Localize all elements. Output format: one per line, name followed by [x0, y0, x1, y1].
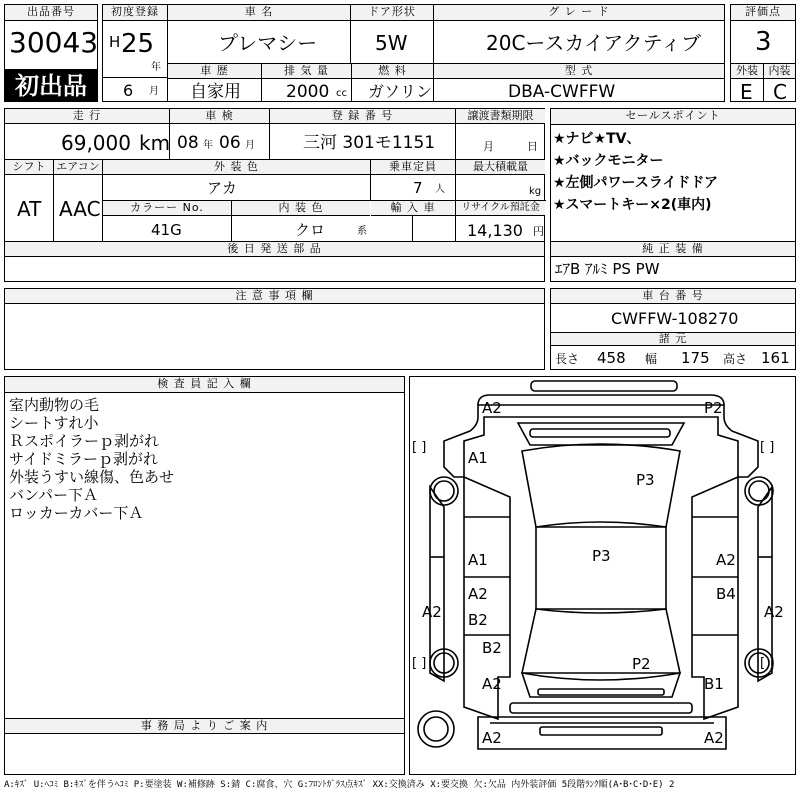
equipment-label: 純 正 装 備 [551, 242, 795, 257]
hood-grille [530, 429, 670, 437]
month-unit: 月 [149, 86, 159, 97]
listing-number-cell [4, 4, 98, 70]
interior-grade: C [773, 80, 787, 104]
first-listing-badge [4, 70, 98, 102]
chassis-number: CWFFW-108270 [611, 309, 739, 328]
sales-point-label: セールスポイント [551, 109, 795, 125]
inspection-month-unit: 月 [245, 140, 255, 151]
car-name: プレマシー [218, 31, 318, 55]
mileage-label: 走 行 [5, 109, 169, 124]
divider [53, 159, 54, 241]
damage-a2-rear-left: A2 [482, 729, 502, 747]
interior-label: 内装 [764, 64, 795, 79]
capacity-label: 乗車定員 [371, 160, 455, 175]
color-number-label: カラーー No. [103, 201, 231, 216]
damage-bracket: [ ] [760, 656, 775, 671]
inspector-note: 外装うすい線傷、色あせ [9, 468, 175, 486]
registration-number: 三河 301モ1151 [303, 133, 436, 153]
damage-a2-rear-right: A2 [704, 729, 724, 747]
exterior-interior-cell [730, 63, 796, 102]
notes-label: 注 意 事 項 欄 [5, 289, 544, 304]
mileage-unit: km [139, 131, 171, 155]
displacement-label: 排 気 量 [262, 64, 351, 79]
damage-b1-right-rear: B1 [704, 675, 724, 693]
exterior-label: 外装 [731, 64, 763, 79]
reg-month: 6 [123, 81, 134, 100]
equipment-cell [550, 241, 796, 282]
chassis-cell [550, 288, 796, 370]
damage-a2-left-rear-door: A2 [468, 585, 488, 603]
divider [455, 109, 456, 159]
rear-glass [522, 609, 680, 680]
roof-panel [536, 527, 666, 609]
damage-p2-front-right: P2 [704, 399, 723, 417]
later-parts-cell [4, 241, 545, 282]
transfer-day-unit: 日 [527, 140, 538, 153]
fuel: ガソリン [368, 82, 433, 101]
rear-license-area [540, 727, 662, 735]
sales-point-line: ★バックモニター [553, 153, 664, 169]
color-number: 41G [151, 221, 182, 239]
first-registration-cell [102, 4, 168, 102]
exterior-color: アカ [207, 179, 237, 197]
damage-p3-windshield: P3 [636, 471, 655, 489]
import-label: 輸 入 車 [371, 201, 455, 216]
inspector-note: バンパー下Ａ [9, 486, 98, 504]
specs-row [167, 63, 725, 102]
recycle-unit: 円 [533, 225, 544, 238]
damage-a2-front-left: A2 [482, 399, 502, 417]
inspector-note: Ｒスポイラーｐ剥がれ [9, 432, 160, 450]
damage-bracket: [ ] [412, 440, 427, 455]
max-load-unit: kg [529, 186, 542, 197]
damage-bracket: [ ] [760, 440, 775, 455]
damage-bracket: [ ] [412, 656, 427, 671]
damage-a2-right-door: A2 [716, 551, 736, 569]
interior-color-unit: 系 [357, 226, 367, 237]
later-parts-label: 後 日 発 送 部 品 [5, 242, 544, 257]
recycle-label: リサイクル預託金 [456, 201, 545, 216]
interior-color: クロ [295, 221, 326, 239]
ac-label: エアコン [54, 160, 102, 175]
recycle-fee: 14,130 [467, 221, 523, 240]
divider [231, 201, 232, 241]
year-unit: 年 [151, 62, 161, 73]
rear-bumper [510, 703, 692, 713]
score: 3 [755, 27, 772, 57]
chassis-label: 車 台 番 号 [551, 289, 795, 304]
exterior-grade: E [740, 80, 753, 104]
notes-cell [4, 288, 545, 370]
divider [269, 109, 270, 159]
sales-point-line: ★スマートキー×2(車内) [553, 197, 712, 213]
legend-footer: A:ｷｽﾞ U:ﾍｺﾐ B:ｷｽﾞを伴うﾍｺﾐ P:要塗装 W:補修跡 S:錆 C:腐食、穴 G:ﾌﾛﾝﾄｶﾞﾗｽ点ｷｽﾞ XX:交換済み X:要交換 欠:欠品 内外装評価 5段階ﾗﾝｸ順(A･B･C･D･E) 2 [4, 780, 675, 790]
max-load-label: 最大積載量 [456, 160, 545, 175]
front-roof-edge [478, 395, 724, 405]
inspection-month: 06 [219, 133, 241, 153]
damage-diagram [409, 376, 796, 775]
divider [412, 216, 413, 241]
inspector-note: シートすれ小 [9, 414, 99, 432]
shift-label: シフト [5, 160, 53, 175]
damage-b4-right-rear-door: B4 [716, 585, 736, 603]
dimensions-label: 諸 元 [551, 332, 795, 346]
model: DBA-CWFFW [508, 82, 616, 102]
inspector-note: ロッカーカバー下Ａ [9, 504, 144, 522]
grade-cell [433, 4, 725, 64]
era-letter: H [109, 33, 121, 51]
history-label: 車 歴 [168, 64, 261, 79]
inspector-note: サイドミラーｐ剥がれ [9, 450, 158, 468]
rear-spoiler [538, 689, 664, 695]
door-cell [350, 4, 434, 64]
grade-label: グ レ ー ド [434, 5, 724, 21]
reg-year: 25 [121, 29, 155, 59]
damage-a1-left-door: A1 [468, 551, 488, 569]
transfer-label: 譲渡書類期限 [456, 109, 545, 124]
divider [763, 64, 764, 101]
interior-color-label: 内 装 色 [232, 201, 370, 216]
score-label: 評価点 [731, 5, 795, 21]
damage-b2-left-mid: B2 [468, 611, 488, 629]
score-cell [730, 4, 796, 64]
width-value: 175 [681, 349, 710, 367]
displacement: 2000 [286, 82, 330, 102]
car-name-cell [167, 4, 351, 64]
fuel-label: 燃 料 [352, 64, 433, 79]
displacement-unit: cc [336, 88, 347, 99]
grade: 20Cースカイアクティブ [486, 31, 702, 55]
damage-b2-left-quarter: B2 [482, 639, 502, 657]
damage-a2-right-side: A2 [764, 603, 784, 621]
divider [370, 159, 371, 201]
shift: AT [17, 197, 42, 221]
length-label: 長さ [555, 352, 580, 366]
sales-point-line: ★左側パワースライドドア [553, 175, 719, 191]
inspection-year: 08 [177, 133, 199, 153]
sales-point-list [553, 128, 718, 216]
width-label: 幅 [645, 352, 658, 366]
inspection-label: 車 検 [170, 109, 269, 124]
mileage: 69,000 [61, 131, 131, 155]
capacity-unit: 人 [435, 184, 445, 195]
registration-label: 登 録 番 号 [270, 109, 455, 124]
damage-a1-hood: A1 [468, 449, 488, 467]
car-name-label: 車 名 [168, 5, 350, 21]
history: 自家用 [190, 82, 241, 102]
office-notes-label: 事 務 局 よ り ご 案 内 [5, 719, 404, 734]
first-registration-label: 初度登録 [103, 5, 167, 21]
inspection-year-unit: 年 [203, 140, 213, 151]
sales-point-cell [550, 108, 796, 242]
transfer-month-unit: 月 [483, 140, 494, 153]
rear-view-outline [478, 717, 726, 749]
front-bumper-bar [531, 381, 677, 391]
first-listing-text: 初出品 [15, 72, 87, 100]
listing-number-label: 出品番号 [5, 5, 97, 21]
divider [103, 77, 167, 78]
inspector-notes-label: 検 査 員 記 入 欄 [5, 377, 404, 393]
damage-a2-left-rear: A2 [482, 675, 502, 693]
windshield [522, 444, 680, 527]
inspector-notes-cell [4, 376, 405, 719]
length-value: 458 [597, 349, 626, 367]
damage-p3-roof: P3 [592, 547, 611, 565]
hood-panel [518, 423, 684, 445]
model-label: 型 式 [434, 64, 724, 79]
right-door-lines [692, 517, 738, 635]
header-block [4, 4, 796, 102]
inspector-notes-list [9, 396, 174, 522]
sales-point-line: ★ナビ★TV、 [553, 131, 641, 147]
damage-a2-left-side: A2 [422, 603, 442, 621]
capacity: 7 [413, 179, 423, 197]
listing-number: 30043 [9, 26, 99, 59]
door-type: 5W [375, 31, 408, 55]
damage-p2-rear-glass: P2 [632, 655, 651, 673]
color-label: 外 装 色 [103, 160, 370, 175]
left-side-panel [430, 487, 444, 681]
height-value: 161 [761, 349, 790, 367]
door-label: ドア形状 [351, 5, 433, 21]
car-outline-diagram [410, 377, 795, 774]
equipment-value: ｴｱB ｱﾙﾐ PS PW [555, 260, 660, 278]
ac-type: AAC [59, 197, 101, 221]
height-label: 高さ [723, 352, 748, 366]
vehicle-details-block [4, 108, 545, 242]
inspector-note: 室内動物の毛 [9, 396, 100, 414]
office-notes-cell [4, 718, 405, 775]
